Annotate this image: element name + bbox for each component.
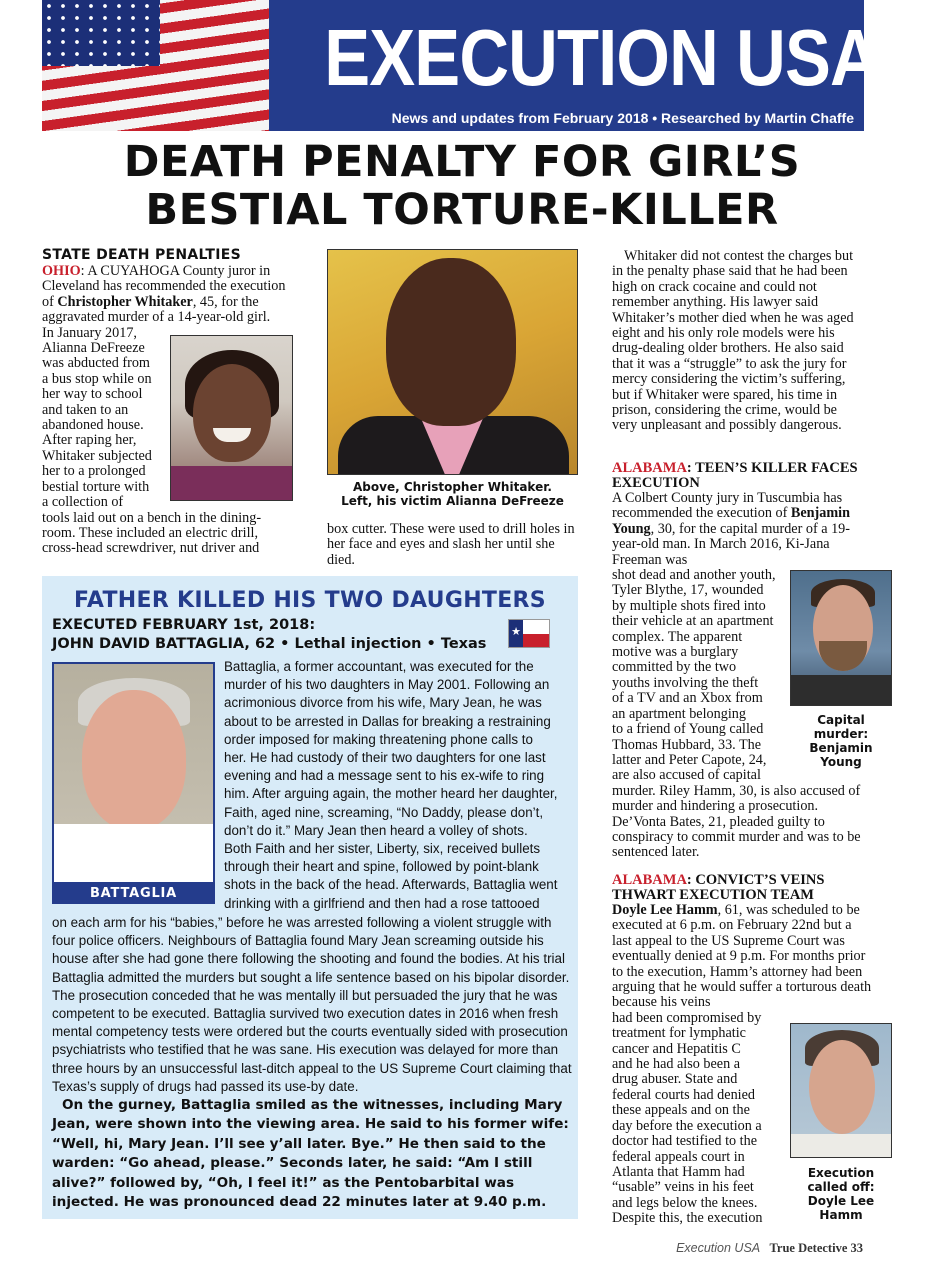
- text-line: evening and had a message sent to his ex-wife to ring: [224, 768, 545, 784]
- text-line: her to a prolonged: [42, 463, 146, 480]
- text-line: their vehicle at an apartment: [612, 613, 774, 630]
- text-line: Battaglia, a former accountant, was executed for the: [224, 659, 534, 674]
- text-line: order imposed for making threatening phone calls to: [224, 731, 533, 747]
- main-headline: [42, 138, 882, 234]
- text-line: Alianna DeFreeze: [42, 340, 145, 357]
- text-line: doctor had testified to the: [612, 1133, 757, 1150]
- text-line: “usable” veins in his feet: [612, 1179, 754, 1196]
- masthead-title: EXECUTION USA: [324, 13, 879, 102]
- text-line: these appeals and on the: [612, 1102, 750, 1119]
- text-line: day before the execution a: [612, 1117, 762, 1134]
- alabama-young-heading: ALABAMA: TEEN’S KILLER FACES EXECUTION: [612, 460, 858, 491]
- text-line: In January 2017,: [42, 324, 137, 341]
- alabama-hamm-heading: ALABAMA: CONVICT’S VEINS THWART EXECUTION TEAM: [612, 872, 825, 903]
- ohio-paragraph: OHIO: A CUYAHOGA County juror in Cleveland has recommended the execution of Christopher Whitaker, 45, for the aggravated murder of a 14-year-old girl.: [42, 263, 286, 326]
- text-line: federal appeals court in: [612, 1148, 745, 1165]
- box-bold-text: On the gurney, Battaglia smiled as the witnesses, including Mary Jean, were shown into the viewing area. He said to his former wife: “Well, hi, Mary Jean. I’ll see y’all later. Bye.” He then said to the warden: “Go ahead, please.” Seconds later, he said: “Am I still alive?” followed by, “Oh, I feel it!” as the Pentobarbital was injected. He was pronounced dead 22 minutes later at 9.40 p.m.: [52, 1097, 569, 1211]
- text-line: and legs below the knees.: [612, 1194, 758, 1211]
- text-line: about to be arrested in Dallas for breaking a restraining: [224, 713, 551, 729]
- text-line: don’t do it.” Mary Jean then heard a volley of shots.: [224, 822, 528, 838]
- text-line: and he had also been a: [612, 1056, 741, 1073]
- text-line: Tyler Blythe, 17, wounded: [612, 582, 764, 599]
- photo-alianna-defreeze: [170, 335, 293, 501]
- text-line: Both Faith and her sister, Liberty, six, received bullets: [224, 841, 541, 857]
- alabama-young-intro: A Colbert County jury in Tuscumbia has recommended the execution of Benjamin Young, 30, for the capital murder of a 19-year-old man. In March 2016, Ki-Jana Freeman was: [612, 490, 850, 568]
- headline-line-2: BESTIAL TORTURE-KILLER: [145, 185, 779, 235]
- name-doyle-lee-hamm: Doyle Lee Hamm: [612, 902, 718, 918]
- footer-section: Execution USA: [676, 1241, 761, 1255]
- caption-line: Young: [820, 755, 862, 769]
- box-execution-info: [52, 616, 486, 654]
- page-footer: [676, 1241, 863, 1256]
- text-line: Thomas Hubbard, 33. The: [612, 736, 762, 753]
- caption-line: called off:: [807, 1180, 875, 1194]
- text-line: are also accused of capital: [612, 767, 761, 784]
- section-heading: STATE DEATH PENALTIES: [42, 247, 242, 263]
- text-line: bestial torture with: [42, 478, 150, 495]
- text-line: murder of his two daughters in May 2001. Following an: [224, 677, 550, 693]
- hamm-photo-caption: [790, 1166, 892, 1222]
- whitaker-defence-paragraph: Whitaker did not contest the charges but in the penalty phase said that he had been high on crack cocaine and could not remember anything. His lawyer said Whitaker’s mother died when he was aged eight and his only role models were his drug-dealing older brothers. He also said that it was a “struggle” to ask the jury for mercy considering the victim’s suffering, but if Whitaker were spared, his time in prison, considering the crime, would be very unpleasant and possibly dangerous.: [612, 248, 854, 434]
- execution-subject: JOHN DAVID BATTAGLIA, 62 • Lethal injection • Texas: [52, 636, 487, 652]
- text-line: youths involving the theft: [612, 674, 759, 691]
- box-narrow-text: [224, 658, 574, 913]
- text-line: by multiple shots fired into: [612, 597, 766, 614]
- text-line: acrimonious divorce from his wife, Mary Jean, he was: [224, 695, 542, 711]
- photo-battaglia: [52, 662, 215, 884]
- text-line: and taken to an: [42, 401, 129, 418]
- text-line: a bus stop while on: [42, 370, 152, 387]
- headline-line-1: DEATH PENALTY FOR GIRL’S: [123, 137, 801, 187]
- text-line: to a friend of Young called: [612, 721, 764, 738]
- box-wide-text: on each arm for his “babies,” before he was arrested following a violent struggle with four police officers. Neighbours of Battaglia found Mary Jean screaming outside his house after she had gone there following the shooting and found the bodies. At his trial Battaglia admitted the murders but sought a life sentence based on his bipolar disorder. The prosecution conceded that he was mentally ill but persuaded the jury that he was competent to be executed. Battaglia survived two execution dates in 2016 when fresh mental competency tests were ordered but the courts eventually sided with prosecution psychiatrists who testified that he was sane. His execution was delayed for more than three hours by an unsuccessful last-ditch appeal to the US Supreme Court claiming that Texas’s supply of drugs had passed its use-by date.: [52, 915, 572, 1094]
- text-line: Whitaker subjected: [42, 447, 152, 464]
- masthead-subtitle: News and updates from February 2018 • Researched by Martin Chaffe: [391, 110, 854, 126]
- caption-line: Benjamin: [809, 741, 873, 755]
- text-line: shot dead and another youth,: [612, 567, 776, 584]
- us-flag-image: [42, 0, 269, 131]
- photo-benjamin-young: [790, 570, 892, 706]
- text-line: Despite this, the execution: [612, 1210, 763, 1227]
- caption-line: murder:: [813, 727, 869, 741]
- text-line: of a TV and an Xbox from: [612, 690, 763, 707]
- text-line: cancer and Hepatitis C: [612, 1040, 741, 1057]
- text-line: Faith, aged nine, screaming, “No Daddy, please don’t,: [224, 804, 544, 820]
- text-line: shots in the back of the head. Afterwards, Battaglia went: [224, 877, 558, 893]
- box-title: FATHER KILLED HIS TWO DAUGHTERS: [74, 588, 546, 613]
- text-line: abandoned house.: [42, 417, 144, 434]
- execution-date: EXECUTED FEBRUARY 1st, 2018:: [52, 617, 316, 633]
- center-continuation: box cutter. These were used to drill holes in her face and eyes and slash her until she died.: [327, 521, 575, 568]
- whitaker-photo-caption: Above, Christopher Whitaker. Left, his victim Alianna DeFreeze: [341, 480, 564, 508]
- text-line: was abducted from: [42, 355, 150, 372]
- text-line: committed by the two: [612, 659, 737, 676]
- text-line: drinking with a girlfriend and then had a rose tattooed: [224, 895, 540, 911]
- alabama-young-tail: murder. Riley Hamm, 30, is also accused of murder and hindering a prosecution. De’Vonta Bates, 21, pleaded guilty to conspiracy to commit murder and was to be sentenced later.: [612, 782, 861, 861]
- photo-doyle-lee-hamm: [790, 1023, 892, 1158]
- text-line: After raping her,: [42, 432, 137, 449]
- alabama-hamm-intro: Doyle Lee Hamm, 61, was scheduled to be executed at 6 p.m. on February 22nd but a last appeal to the US Supreme Court was eventually denied at 9 p.m. For months prior to the execution, Hamm’s attorney had been arguing that he would suffer a torturous death because his veins: [612, 902, 872, 1011]
- name-whitaker: Christopher Whitaker: [57, 293, 193, 310]
- photo-christopher-whitaker: [327, 249, 578, 475]
- text-line: her. He had custody of their two daughters for one last: [224, 750, 546, 766]
- text-line: drug abuser. State and: [612, 1071, 738, 1088]
- text-line: had been compromised by: [612, 1009, 762, 1026]
- text-line: an apartment belonging: [612, 705, 746, 722]
- text-line: Atlanta that Hamm had: [612, 1163, 745, 1180]
- caption-line: Hamm: [819, 1208, 863, 1222]
- text-line: complex. The apparent: [612, 628, 743, 645]
- text-line: through their heart and spine, followed by point-blank: [224, 859, 539, 875]
- name-benjamin-young: Benjamin Young: [612, 505, 850, 537]
- young-photo-caption: [790, 713, 892, 769]
- text-line: treatment for lymphatic: [612, 1025, 746, 1042]
- footer-magazine-page: True Detective 33: [769, 1241, 863, 1255]
- text-line: motive was a burglary: [612, 644, 739, 661]
- caption-line: Execution: [807, 1166, 875, 1180]
- caption-line: Doyle Lee: [807, 1194, 875, 1208]
- caption-line: Capital: [817, 713, 865, 727]
- text-line: latter and Peter Capote, 24,: [612, 751, 767, 768]
- state-label-ohio: OHIO: [42, 263, 81, 279]
- text-line: federal courts had denied: [612, 1086, 755, 1103]
- texas-flag-icon: ★: [508, 619, 550, 648]
- ohio-paragraph-tail: tools laid out on a bench in the dining-room. These included an electric drill, cross-head screwdriver, nut driver and: [42, 509, 262, 557]
- battaglia-box: [42, 576, 578, 1219]
- text-line: a collection of: [42, 494, 124, 511]
- battaglia-photo-caption: BATTAGLIA: [52, 884, 215, 904]
- text-line: him. After arguing again, the mother heard her daughter,: [224, 786, 558, 802]
- masthead: [42, 0, 879, 131]
- text-line: her way to school: [42, 386, 143, 403]
